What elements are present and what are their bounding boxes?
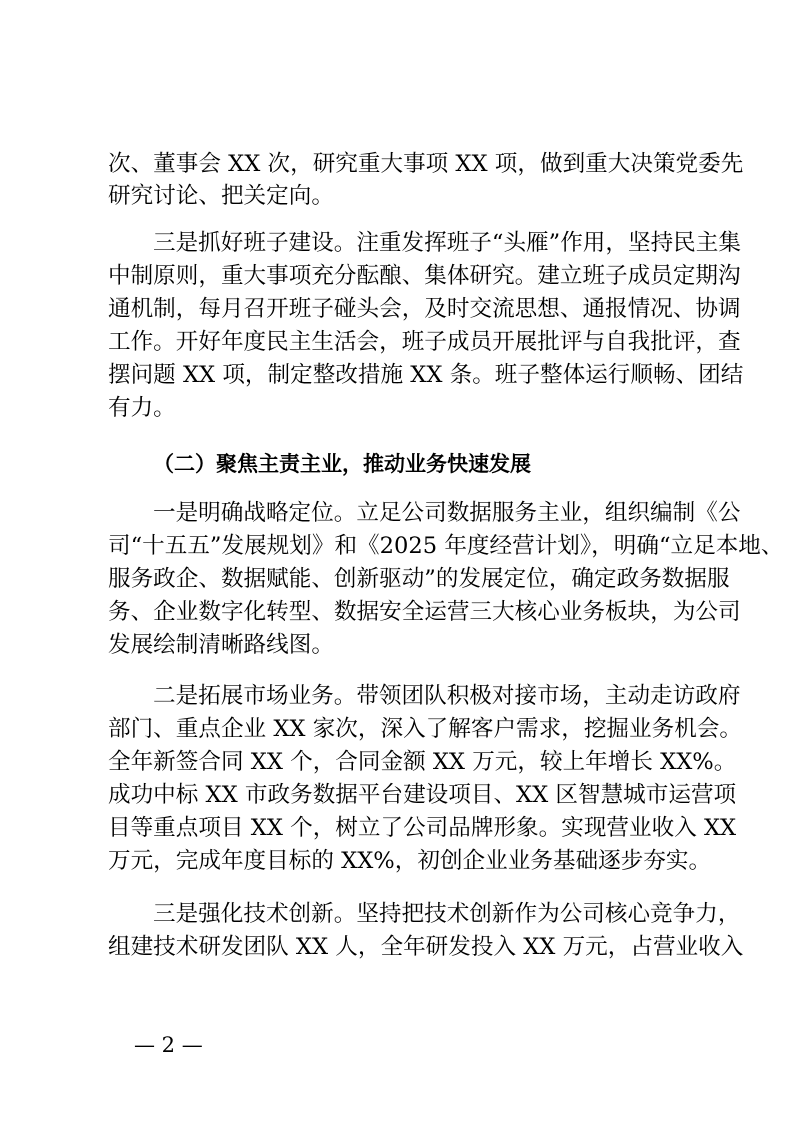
text-line-17: 全年新签合同 XX 个，合同金额 XX 万元，较上年增长 XX%。: [108, 749, 737, 775]
text-line-7: 摆问题 XX 项，制定整改措施 XX 条。班子整体运行顺畅、团结: [108, 362, 744, 388]
section-heading: （二）聚焦主责主业，推动业务快速发展: [153, 451, 531, 476]
text-line-12: 服务政企、数据赋能、创新驱动”的发展定位，确定政务数据服: [108, 566, 730, 592]
text-line-11: 司“十五五”发展规划》和《2025 年度经营计划》，明确“立足本地、: [108, 533, 784, 559]
text-line-6: 工作。开好年度民主生活会，班子成员开展批评与自我批评，查: [108, 329, 741, 355]
text-line-14: 发展绘制清晰路线图。: [108, 632, 334, 658]
text-line-22: 组建技术研发团队 XX 人，全年研发投入 XX 万元，占营业收入: [108, 934, 744, 960]
text-line-3: 三是抓好班子建设。注重发挥班子“头雁”作用，坚持民主集: [153, 230, 741, 256]
text-line-19: 目等重点项目 XX 个，树立了公司品牌形象。实现营业收入 XX: [108, 815, 737, 841]
text-line-2: 研究讨论、把关定向。: [108, 183, 334, 209]
text-line-1: 次、董事会 XX 次，研究重大事项 XX 项，做到重大决策党委先: [108, 151, 744, 177]
text-line-5: 通机制，每月召开班子碰头会，及时交流思想、通报情况、协调: [108, 296, 741, 322]
text-line-18: 成功中标 XX 市政务数据平台建设项目、XX 区智慧城市运营项: [108, 782, 737, 808]
text-line-13: 务、企业数字化转型、数据安全运营三大核心业务板块，为公司: [108, 599, 741, 625]
page-number: — 2 —: [134, 1033, 203, 1057]
text-line-21: 三是强化技术创新。坚持把技术创新作为公司核心竞争力，: [153, 901, 741, 927]
text-line-20: 万元，完成年度目标的 XX%，初创企业业务基础逐步夯实。: [108, 848, 712, 874]
text-line-10: 一是明确战略定位。立足公司数据服务主业，组织编制《公: [153, 500, 741, 526]
text-line-16: 部门、重点企业 XX 家次，深入了解客户需求，挖掘业务机会。: [108, 716, 742, 742]
text-line-8: 有力。: [108, 395, 176, 421]
text-line-15: 二是拓展市场业务。带领团队积极对接市场，主动走访政府: [153, 683, 741, 709]
text-line-4: 中制原则，重大事项充分酝酿、集体研究。建立班子成员定期沟: [108, 263, 741, 289]
